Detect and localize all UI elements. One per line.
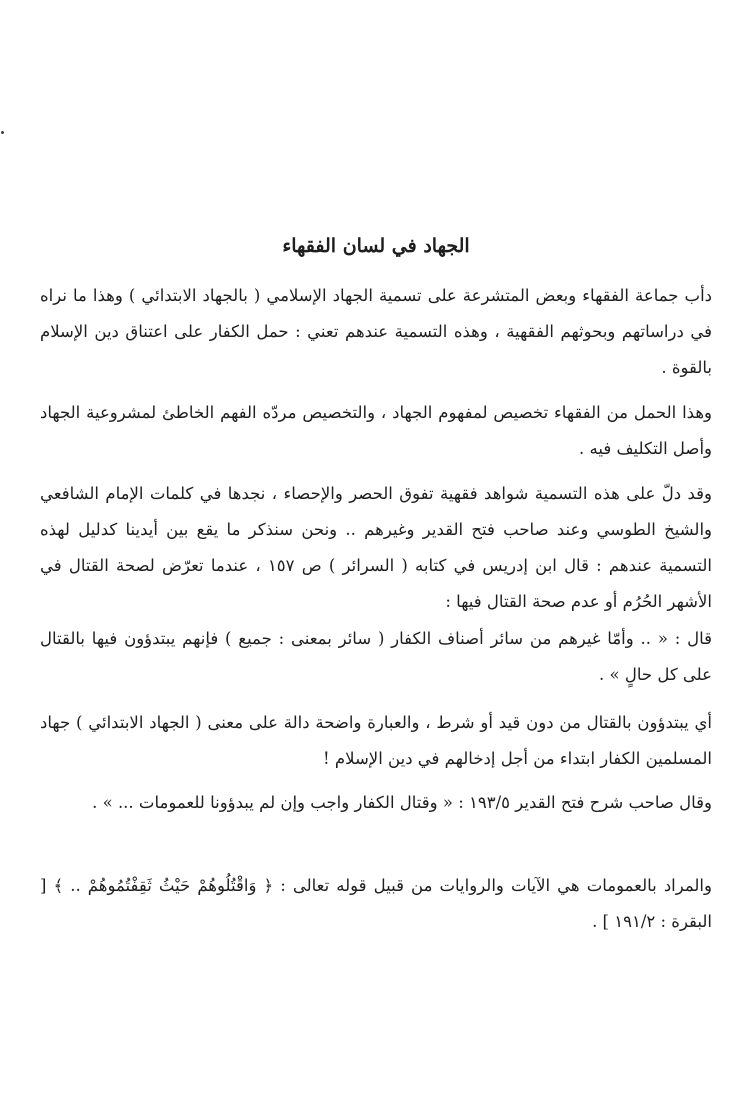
page-title: الجهاد في لسان الفقهاء [282, 235, 470, 257]
paragraph-4-quote: قال : « .. وأمّا غيرهم من سائر أصناف الكفار ( سائر بمعنى : جميع ) فإنهم يبتدؤون فيها بالقتال على كل حالٍ » . [40, 629, 712, 684]
paragraph-3: وقد دلّ على هذه التسمية شواهد فقهية تفوق الحصر والإحصاء ، نجدها في كلمات الإمام الشافعي والشيخ الطوسي وعند صاحب فتح القدير وغيرهم .. ونحن سنذكر ما يقع بين أيدينا كدليل لهذه التسمية عندهم : قال ابن إدريس في كتابه ( السرائر ) ص ١٥٧ ، عندما تعرّض لصحة القتال في الأشهر الحُرُم أو عدم صحة القتال فيها : [40, 484, 712, 611]
paragraph-2: وهذا الحمل من الفقهاء تخصيص لمفهوم الجهاد ، والتخصيص مردّه الفهم الخاطئ لمشروعية الجهاد وأصل التكليف فيه . [40, 403, 712, 458]
paragraph-6-quote: وقال صاحب شرح فتح القدير ١٩٣/٥ : « وقتال الكفار واجب وإن لم يبدؤونا للعمومات ... » . [92, 793, 712, 812]
paragraph-7: والمراد بالعمومات هي الآيات والروايات من قبيل قوله تعالى : ﴿ وَاقْتُلُوهُمْ حَيْثُ ثَقِفْتُمُوهُمْ .. ﴾ [ البقرة : ١٩١/٢ ] . [40, 876, 712, 931]
document-page [40, 0, 712, 1096]
page-edge-mark [1, 131, 4, 134]
paragraph-1: دأب جماعة الفقهاء وبعض المتشرعة على تسمية الجهاد الإسلامي ( بالجهاد الابتدائي ) وهذا ما نراه في دراساتهم وبحوثهم الفقهية ، وهذه التسمية عندهم تعني : حمل الكفار على اعتناق دين الإسلام بالقوة . [40, 286, 712, 377]
paragraph-5: أي يبتدؤون بالقتال من دون قيد أو شرط ، والعبارة واضحة دالة على معنى ( الجهاد الابتدائي ) جهاد المسلمين الكفار ابتداء من أجل إدخالهم في دين الإسلام ! [40, 713, 712, 768]
